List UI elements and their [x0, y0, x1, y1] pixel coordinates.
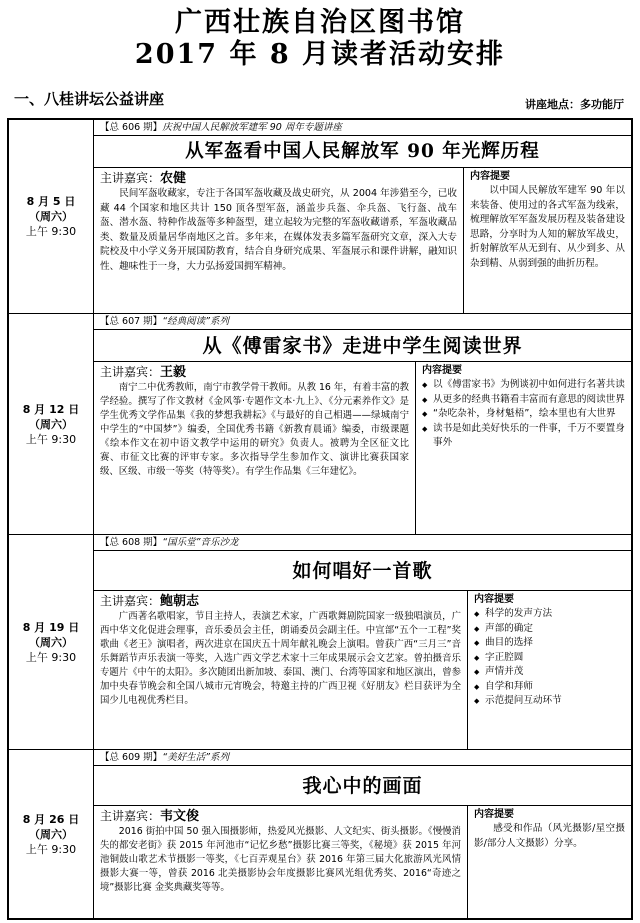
content-summary: 以中国人民解放军建军 90 年以来装备、使用过的各式军盔为线索，梳理解放军军盔发展历程及装备建设思路，分享时为人知的解放军战史，折射解放军从无到有、从少到多、从杂到精、从弱到强的曲折历程。: [470, 185, 625, 269]
content-cell: [468, 806, 631, 918]
session-date-cell: [9, 314, 94, 534]
speaker-bio: 民间军盔收藏家，专注于各国军盔收藏及战史研究，从 2004 年涉猎至今，已收藏 44 个国家和地区共计 150 顶各型军盔，涵盖步兵盔、伞兵盔、飞行盔、战车盔、潜水盔、特种作战盔等多种盔型，建立起较为完整的军盔收藏谱系，军盔收藏品类、数量及质量居华南地区之首。多年来，在媒体发表多篇军盔研究文章，深入大专院校及中小学义务开展国防教育，结合自身研究成果、军盔展示和课件讲解，融知识性、趣味性于一身，大力弘扬爱国拥军精神。: [100, 188, 457, 272]
speaker-name: 王毅: [160, 365, 187, 380]
content-item: ◆ 读书是如此美好快乐的一件事，千万不要置身事外: [422, 422, 625, 451]
content-item: ◆ 从更多的经典书籍看丰富而有意思的阅读世界: [422, 393, 625, 408]
talk-title: 从《傅雷家书》走进中学生阅读世界: [94, 330, 631, 362]
speaker-line: [100, 593, 461, 610]
series-name: “国乐堂”音乐沙龙: [162, 537, 239, 548]
content-item: ◆ 自学和拜师: [474, 680, 625, 695]
session-weekday: （周六）: [29, 827, 73, 841]
speaker-bio: 2016 街拍中国 50 强入围摄影师，热爱风光摄影、人文纪实、街头摄影。《慢慢消失的都安老街》获 2015 年河池市“记忆乡愁”摄影比赛三等奖，《秘境》获 2015 年河池铜鼓山歌艺术节摄影一等奖，《七百弄观星台》获 2016 年第三届大化旅游风光风情摄影大赛一等，曾获 2016 北美摄影协会年度摄影比赛风光组优秀奖、2016“奇迹之境”摄影比赛 金奖典藏奖等等。: [100, 826, 461, 893]
series-number: 【总 609 期】: [100, 752, 163, 763]
speaker-cell: [94, 168, 464, 313]
speaker-bio: 南宁二中优秀教师，南宁市教学骨干教师。从教 16 年，有着丰富的教学经验。撰写了作文教材《金风筝·专题作文本·九上》、《分元素养作文》是学生优秀文学作品集《我的梦想我耕耘》《与最好的自己相遇——绿城南宁中学生的“中国梦”》编委，全国优秀书籍《新教育晨诵》编委，市级课题《绘本作文在初中语文教学中运用的研究》负责人。被聘为全区征文比赛、市征文比赛的评审专家。多次指导学生参加作文、演讲比赛获国家级、区级、市级一等奖（特等奖）。有学生作品集《三年建忆》。: [100, 382, 409, 477]
speaker-line: [100, 808, 461, 825]
speaker-label: 主讲嘉宾：: [100, 809, 161, 823]
session-date: 8 月 12 日: [22, 402, 80, 416]
session-weekday: （周六）: [29, 417, 73, 431]
talk-title: 从军盔看中国人民解放军 90 年光辉历程: [94, 136, 631, 168]
content-item: ◆ 声情并茂: [474, 665, 625, 680]
content-cell: [416, 362, 631, 534]
session-time: 上午 9:30: [25, 225, 77, 238]
speaker-cell: [94, 362, 416, 534]
content-summary: 感受和作品（风光摄影/星空摄影/部分人文摄影）分享。: [474, 823, 625, 849]
content-cell: [464, 168, 631, 313]
speaker-name: 韦文俊: [160, 809, 200, 824]
page-subtitle: 2017 年 8 月读者活动安排: [134, 39, 506, 70]
session-block: [9, 750, 631, 918]
section-title: 一、八桂讲坛公益讲座: [14, 90, 165, 108]
speaker-cell: [94, 591, 468, 749]
speaker-cell: [94, 806, 468, 918]
content-heading: 内容提要: [474, 594, 514, 605]
content-item: ◆ 声部的确定: [474, 622, 625, 637]
speaker-line: [100, 364, 409, 381]
series-name: 庆祝中国人民解放军建军 90 周年专题讲座: [162, 122, 342, 133]
session-time: 上午 9:30: [25, 650, 77, 664]
speaker-bio: 广西著名歌唱家，节目主持人，表演艺术家，广西歌舞剧院国家一级独唱演员，广西中华文化促进会理事，音乐委员会主任，朗诵委员会副主任。中宣部“五个一工程”奖歌曲《老王》演唱者，两次进京在国庆五十周年献礼晚会上演唱。曾获广西“三月三”音乐舞蹈节声乐表演一等奖，入选广西文学艺术家十三年成果展示会文艺家。曾拍摄音乐专题片《中午的太阳》。多次随团出新加坡、泰国、澳门、台湾等国家和地区演出，曾参加中央春节晚会和全国八城市元宵晚会，特邀主持的广西卫视《好朋友》栏目获评为全国少儿电视优秀栏目。: [100, 611, 461, 706]
content-list: [474, 607, 625, 709]
session-date-cell: [9, 750, 94, 918]
talk-title: 如何唱好一首歌: [94, 551, 631, 591]
content-heading: 内容提要: [470, 171, 510, 182]
content-item: ◆ 字正腔圆: [474, 651, 625, 666]
series-line: [94, 314, 631, 330]
speaker-name: 农健: [160, 171, 187, 186]
content-item: ◆ 以《傅雷家书》为例谈初中如何进行名著共读: [422, 378, 625, 393]
series-line: [94, 120, 631, 136]
speaker-label: 主讲嘉宾：: [100, 594, 161, 608]
series-line: [94, 535, 631, 551]
content-item: ◆ 科学的发声方法: [474, 607, 625, 622]
content-item: ◆ 示范提问互动环节: [474, 694, 625, 709]
venue-label: 讲座地点：多功能厅: [525, 98, 624, 111]
series-number: 【总 607 期】: [100, 316, 163, 327]
content-item: ◆ “杂吃杂补，身材魁梧”，绘本里也有大世界: [422, 407, 625, 422]
series-number: 【总 608 期】: [100, 537, 163, 548]
schedule-table: [7, 118, 633, 920]
series-name: “美好生活”系列: [162, 752, 230, 763]
content-cell: [468, 591, 631, 749]
content-item: ◆ 曲目的选择: [474, 636, 625, 651]
session-date: 8 月 26 日: [22, 812, 80, 826]
session-block: [9, 535, 631, 750]
session-date: 8 月 19 日: [22, 620, 80, 634]
session-date: 8 月 5 日: [26, 195, 76, 208]
session-weekday: （周六）: [29, 210, 73, 223]
page-title: 广西壮族自治区图书馆: [175, 7, 465, 38]
session-date-cell: [9, 535, 94, 749]
session-weekday: （周六）: [29, 635, 73, 649]
session-block: [9, 120, 631, 314]
series-line: [94, 750, 631, 766]
session-time: 上午 9:30: [25, 432, 77, 446]
series-name: “经典阅读”系列: [162, 316, 230, 327]
content-heading: 内容提要: [474, 809, 514, 820]
speaker-line: [100, 170, 457, 187]
speaker-name: 鲍朝志: [160, 594, 200, 609]
series-number: 【总 606 期】: [100, 122, 163, 133]
session-block: [9, 314, 631, 535]
session-time: 上午 9:30: [25, 842, 77, 856]
content-heading: 内容提要: [422, 365, 462, 376]
session-date-cell: [9, 120, 94, 313]
speaker-label: 主讲嘉宾：: [100, 365, 161, 379]
speaker-label: 主讲嘉宾：: [100, 171, 161, 185]
content-list: [422, 378, 625, 451]
talk-title: 我心中的画面: [94, 766, 631, 806]
